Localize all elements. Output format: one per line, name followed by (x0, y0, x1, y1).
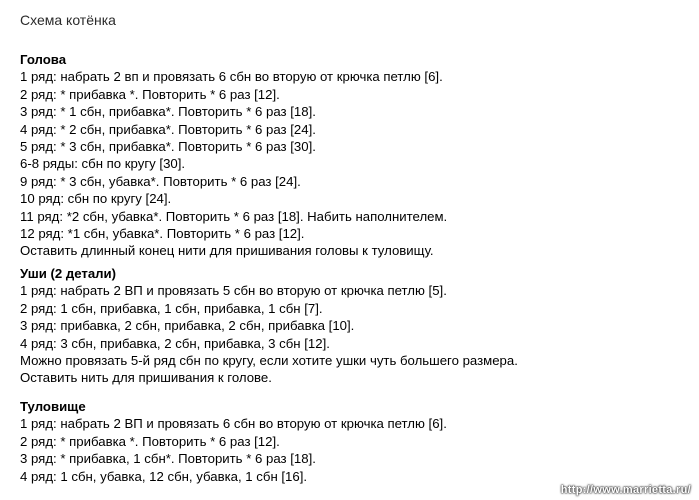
instruction-line: 2 ряд: * прибавка *. Повторить * 6 раз [12]. (20, 86, 280, 102)
instruction-line: 12 ряд: *1 сбн, убавка*. Повторить * 6 раз [12]. (20, 226, 305, 242)
section-body (20, 398, 447, 485)
instruction-line: Можно провязать 5-й ряд сбн по кругу, если хотите ушки чуть большего размера. (20, 353, 518, 369)
instruction-line: 9 ряд: * 3 сбн, убавка*. Повторить * 6 раз [24]. (20, 173, 301, 189)
section-ears (20, 265, 518, 387)
instruction-line: Оставить длинный конец нити для пришивания головы к туловищу. (20, 243, 434, 259)
instruction-line: 2 ряд: 1 сбн, прибавка, 1 сбн, прибавка, 1 сбн [7]. (20, 300, 323, 316)
instruction-line: 1 ряд: набрать 2 вп и провязать 6 сбн во вторую от крючка петлю [6]. (20, 69, 443, 85)
instruction-line: 3 ряд: прибавка, 2 сбн, прибавка, 2 сбн, прибавка [10]. (20, 318, 355, 334)
section-heading: Туловище (20, 399, 86, 414)
instruction-line: 6-8 ряды: сбн по кругу [30]. (20, 156, 186, 172)
instruction-line: 1 ряд: набрать 2 ВП и провязать 5 сбн во вторую от крючка петлю [5]. (20, 283, 447, 299)
watermark-url: http://www.marrietta.ru/ (560, 484, 691, 496)
instruction-line: 1 ряд: набрать 2 ВП и провязать 6 сбн во вторую от крючка петлю [6]. (20, 416, 447, 432)
instruction-line: Оставить нить для пришивания к голове. (20, 370, 272, 386)
section-head (20, 51, 447, 260)
instruction-line: 10 ряд: сбн по кругу [24]. (20, 191, 172, 207)
section-heading: Уши (2 детали) (20, 266, 117, 281)
instruction-line: 11 ряд: *2 сбн, убавка*. Повторить * 6 раз [18]. Набить наполнителем. (20, 208, 448, 224)
instruction-line: 4 ряд: * 2 сбн, прибавка*. Повторить * 6 раз [24]. (20, 121, 316, 137)
instruction-line: 3 ряд: * 1 сбн, прибавка*. Повторить * 6 раз [18]. (20, 104, 316, 120)
instruction-line: 4 ряд: 3 сбн, прибавка, 2 сбн, прибавка, 3 сбн [12]. (20, 335, 330, 351)
section-heading: Голова (20, 52, 67, 67)
instruction-line: 2 ряд: * прибавка *. Повторить * 6 раз [12]. (20, 433, 280, 449)
instruction-line: 3 ряд: * прибавка, 1 сбн*. Повторить * 6 раз [18]. (20, 451, 316, 467)
instruction-line: 5 ряд: * 3 сбн, прибавка*. Повторить * 6 раз [30]. (20, 139, 316, 155)
document-title: Схема котёнка (20, 12, 116, 28)
instruction-line: 4 ряд: 1 сбн, убавка, 12 сбн, убавка, 1 сбн [16]. (20, 468, 308, 484)
